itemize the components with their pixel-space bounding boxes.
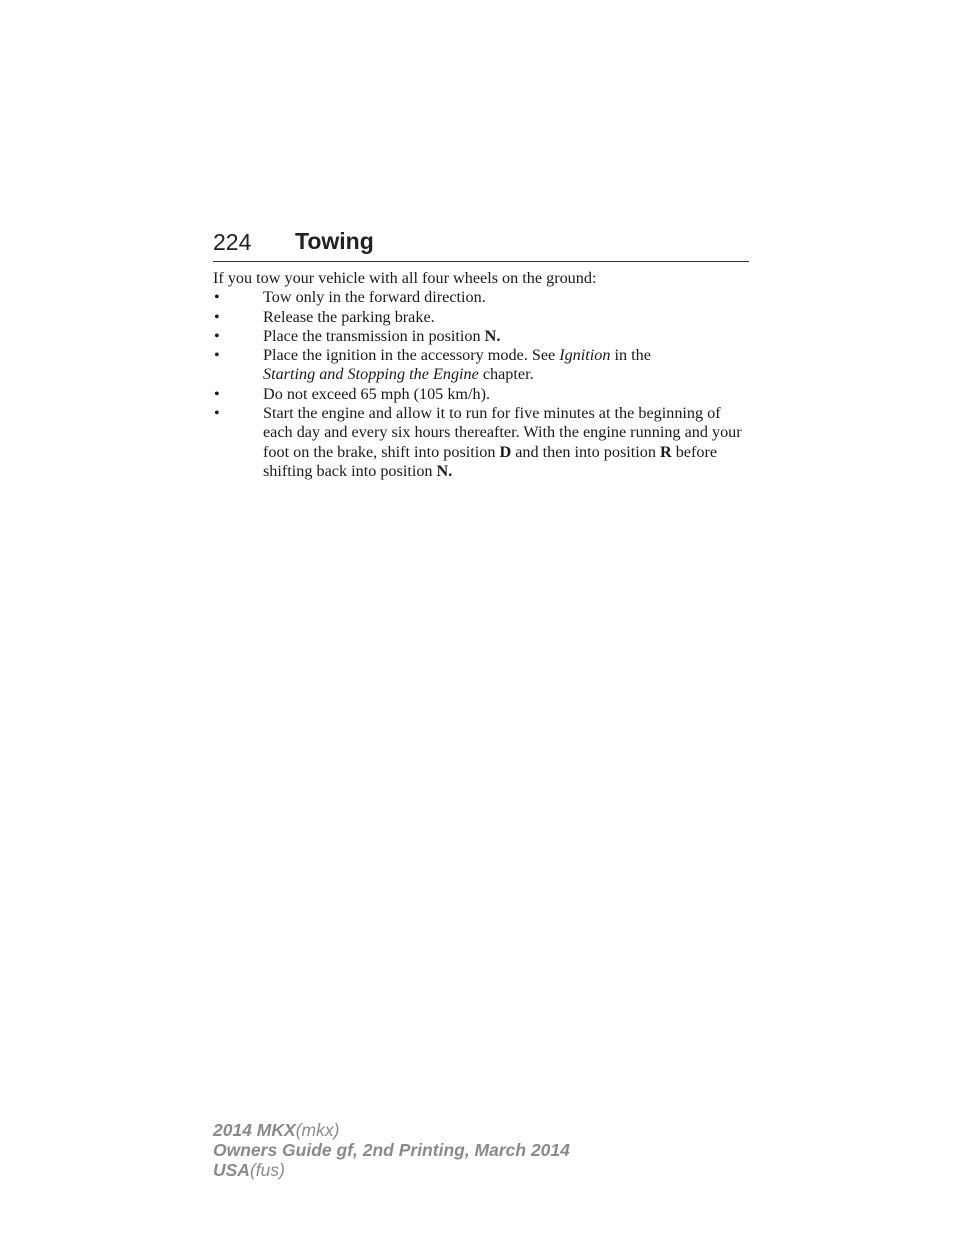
chapter-reference: Starting and Stopping the Engine: [263, 365, 479, 384]
ignition-reference: Ignition: [559, 346, 611, 365]
footer-market-code: (fus): [249, 1160, 285, 1180]
bullet-icon: •: [214, 404, 220, 423]
list-item: [213, 346, 753, 385]
intro-paragraph: If you tow your vehicle with all four wheels on the ground:: [213, 269, 597, 287]
bullet-icon: •: [214, 384, 220, 403]
position-d-label: D: [499, 442, 512, 461]
footer-market: USA: [213, 1160, 250, 1180]
footer-model: 2014 MKX: [213, 1120, 296, 1140]
list-item: [213, 385, 753, 404]
bullet-icon: •: [214, 346, 220, 365]
position-n-label: N.: [484, 326, 501, 345]
position-n-label: N.: [436, 461, 453, 480]
step-forward-direction: Tow only in the forward direction.: [263, 288, 486, 307]
step-start-engine-text: Start the engine and allow it to run for five minutes at the beginning of each day and every six hours thereafter. With the engine running and your foot on the brake, shift into position: [263, 404, 742, 461]
then-into-text: and then into position: [515, 442, 656, 461]
step-speed-limit: Do not exceed 65 mph (105 km/h).: [263, 384, 491, 403]
in-the-text: in the: [614, 346, 651, 365]
list-item: [213, 288, 753, 307]
footer-edition-line: [213, 1140, 570, 1160]
chapter-text: chapter.: [482, 365, 534, 384]
step-transmission-text: Place the transmission in position: [263, 326, 481, 345]
footer-market-line: [213, 1160, 570, 1180]
footer-edition: Owners Guide gf, 2nd Printing, March 2014: [213, 1140, 570, 1160]
footer-model-line: [213, 1120, 570, 1140]
list-item: [213, 327, 753, 346]
page-number: 224: [213, 229, 252, 255]
step-parking-brake: Release the parking brake.: [263, 307, 435, 326]
list-item: [213, 404, 753, 481]
page-content: [213, 269, 753, 481]
towing-steps-list: [213, 288, 753, 481]
list-item: [213, 308, 753, 327]
chapter-title: Towing: [295, 228, 374, 254]
bullet-icon: •: [214, 307, 220, 326]
step-ignition-text: Place the ignition in the accessory mode. See: [263, 346, 556, 365]
bullet-icon: •: [214, 288, 220, 307]
shifting-back-text: before shifting back into position: [263, 442, 718, 480]
position-r-label: R: [659, 442, 672, 461]
footer-model-code: (mkx): [295, 1120, 340, 1140]
document-footer: [213, 1120, 570, 1180]
bullet-icon: •: [214, 326, 220, 345]
page-header: [213, 227, 749, 262]
